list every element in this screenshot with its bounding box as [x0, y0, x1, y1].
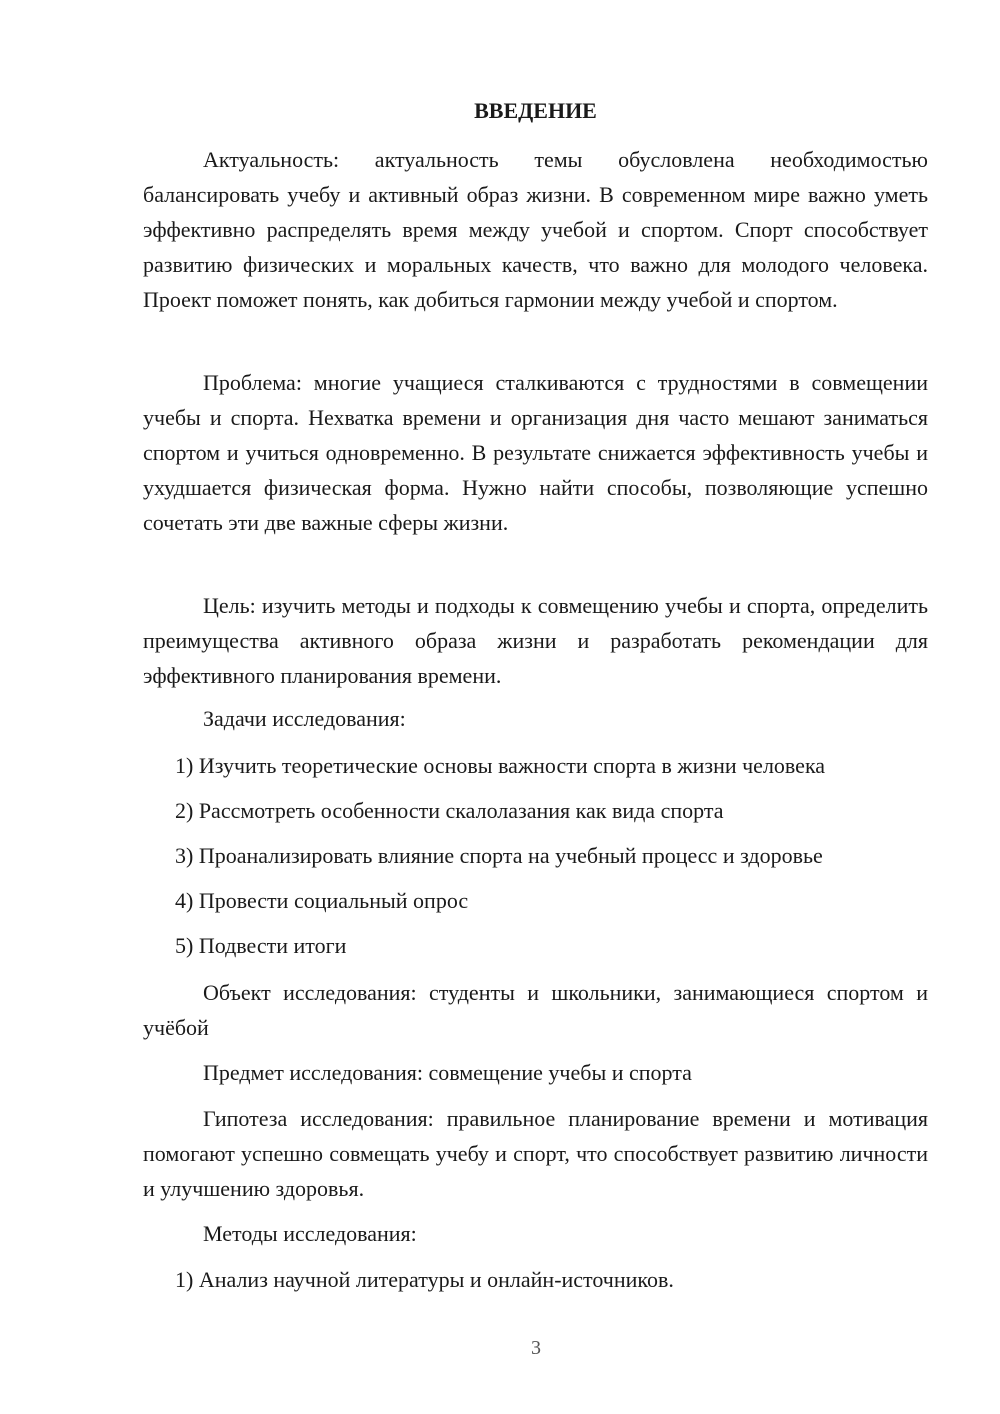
problem-paragraph: Проблема: многие учащиеся сталкиваются с трудностями в совмещении учебы и спорта. Нехватка времени и организация дня часто мешают заниматься спортом и учиться одновременно. В результате снижается эффективность учебы и ухудшается физическая форма. Нужно найти способы, позволяющие успешно сочетать эти две важные сферы жизни.	[143, 370, 928, 535]
hypothesis-paragraph: Гипотеза исследования: правильное планирование времени и мотивация помогают успешно совмещать учебу и спорт, что способствует развитию личности и улучшению здоровья.	[143, 1106, 928, 1201]
task-item-2: 2) Рассмотреть особенности скалолазания как вида спорта	[175, 798, 724, 823]
object-paragraph: Объект исследования: студенты и школьники, занимающиеся спортом и учёбой	[143, 980, 928, 1040]
page-number: 3	[531, 1337, 541, 1359]
task-item-1: 1) Изучить теоретические основы важности спорта в жизни человека	[175, 753, 826, 778]
methods-heading: Методы исследования:	[203, 1221, 417, 1246]
relevance-paragraph: Актуальность: актуальность темы обусловлена необходимостью балансировать учебу и активный образ жизни. В современном мире важно уметь эффективно распределять время между учебой и спортом. Спорт способствует развитию физических и моральных качеств, что важно для молодого человека. Проект поможет понять, как добиться гармонии между учебой и спортом.	[143, 147, 928, 312]
page-title: ВВЕДЕНИЕ	[474, 98, 597, 123]
task-item-5: 5) Подвести итоги	[175, 933, 347, 958]
method-item-1: 1) Анализ научной литературы и онлайн-источников.	[175, 1267, 674, 1292]
goal-paragraph: Цель: изучить методы и подходы к совмещению учебы и спорта, определить преимущества активного образа жизни и разработать рекомендации для эффективного планирования времени.	[143, 593, 928, 688]
task-item-3: 3) Проанализировать влияние спорта на учебный процесс и здоровье	[175, 843, 823, 868]
tasks-heading: Задачи исследования:	[203, 706, 406, 731]
task-item-4: 4) Провести социальный опрос	[175, 888, 469, 913]
subject-line: Предмет исследования: совмещение учебы и спорта	[203, 1060, 692, 1085]
